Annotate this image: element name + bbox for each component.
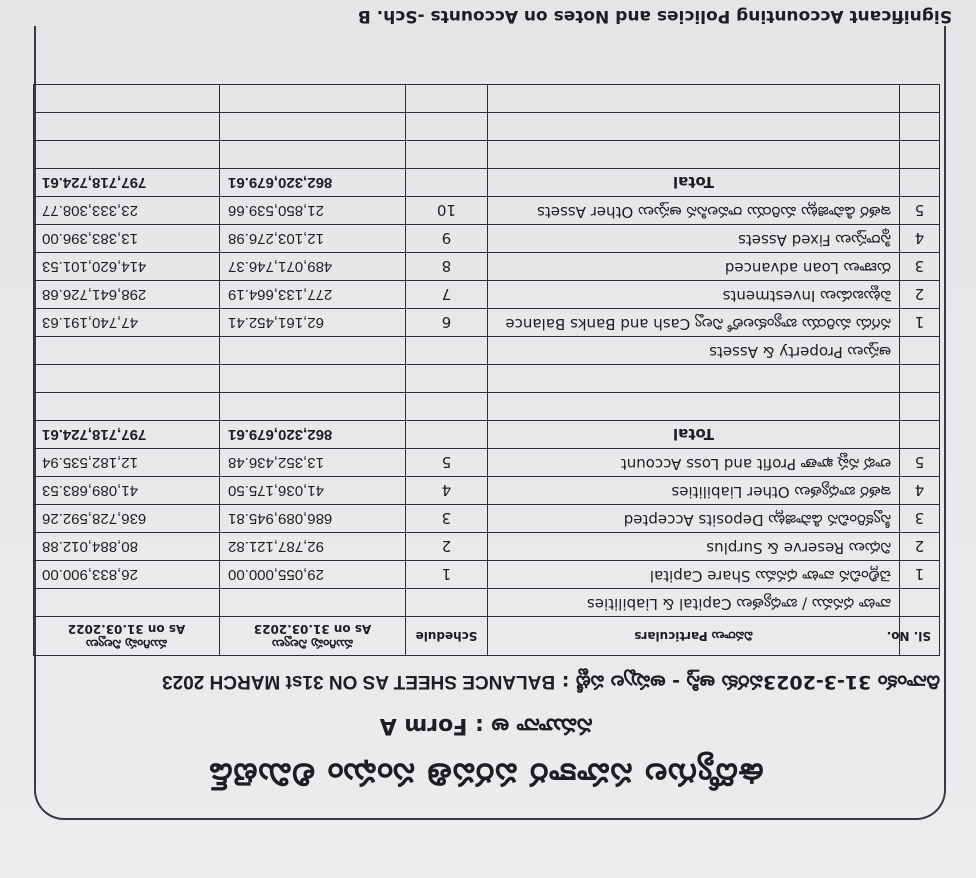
- row-schedule: 9: [406, 225, 488, 253]
- blank-row: [34, 393, 940, 421]
- row-value-2022: 414,620,101.53: [34, 253, 220, 281]
- row-sl: 2: [900, 281, 940, 309]
- row-value-2023: 41,036,175.50: [220, 477, 406, 505]
- header-2023-te: ముగింపు నిల్వలు: [271, 637, 354, 651]
- total-row: [34, 421, 940, 449]
- table-row: [34, 281, 940, 309]
- row-sl: 5: [900, 449, 940, 477]
- liabilities-heading: వాటా ధనము / బాధ్యతలు Capital & Liabilities: [488, 589, 900, 617]
- row-schedule: 4: [406, 477, 488, 505]
- blank-row: [34, 141, 940, 169]
- blank-row: [34, 85, 940, 113]
- assets-heading: ఆస్తులు Property & Assets: [488, 337, 900, 365]
- row-schedule: 10: [406, 197, 488, 225]
- balance-sheet-heading: [20, 666, 940, 693]
- header-sl: Sl. No.: [900, 617, 940, 656]
- row-particulars: స్థిరాస్తులు Fixed Assets: [488, 225, 900, 253]
- header-2023: [220, 617, 406, 656]
- header-particulars: వివరాలు Particulars: [488, 617, 900, 656]
- balance-sheet-heading-en: BALANCE SHEET AS ON 31st MARCH 2023: [162, 671, 556, 692]
- row-schedule: 6: [406, 309, 488, 337]
- row-sl: 3: [900, 253, 940, 281]
- row-schedule: 2: [406, 533, 488, 561]
- row-sl: 4: [900, 477, 940, 505]
- row-particulars: నిధులు Reserve & Surplus: [488, 533, 900, 561]
- row-value-2023: 21,850,539.66: [220, 197, 406, 225]
- table-row: [34, 505, 940, 533]
- total-label: Total: [488, 169, 900, 197]
- header-2022: [34, 617, 220, 656]
- row-particulars: లాభ నష్ట ఖాతా Profit and Loss Account: [488, 449, 900, 477]
- header-schedule: Schedule: [406, 617, 488, 656]
- row-particulars: స్వీకరించిన డిపాజిట్లు Deposits Accepted: [488, 505, 900, 533]
- balance-sheet-heading-te: దినాంకం 31-3-2023వరకు ఆస్తి - అప్పుల పట్టీ :: [561, 671, 940, 693]
- row-particulars: రుణాలు Loan advanced: [488, 253, 900, 281]
- row-value-2023: 489,071,746.37: [220, 253, 406, 281]
- row-value-2022: 13,383,396.00: [34, 225, 220, 253]
- row-schedule: 1: [406, 561, 488, 589]
- table-row: [34, 449, 940, 477]
- row-particulars: ఇతర డిపాజిట్లు మరియు రావలసిన ఆస్తులు Other Assets: [488, 197, 900, 225]
- table-row: [34, 253, 940, 281]
- row-value-2023: 277,133,664.19: [220, 281, 406, 309]
- table-row: [34, 561, 940, 589]
- row-value-2023: 686,089,945.81: [220, 505, 406, 533]
- total-row: [34, 169, 940, 197]
- assets-total-2023: 862,320,679.61: [220, 169, 406, 197]
- document-title: ఉద్యోగుల సహకార పరపతి సంఘం లిమిటెడ్: [208, 756, 764, 792]
- table-row: [34, 309, 940, 337]
- row-sl: 1: [900, 561, 940, 589]
- row-sl: 3: [900, 505, 940, 533]
- row-sl: 5: [900, 197, 940, 225]
- balance-sheet-table: [33, 84, 940, 656]
- row-value-2022: 23,333,308.77: [34, 197, 220, 225]
- assets-total-2022: 797,718,724.61: [34, 169, 220, 197]
- row-sl: 2: [900, 533, 940, 561]
- row-value-2022: 636,728,592.26: [34, 505, 220, 533]
- table-row: [34, 225, 940, 253]
- row-particulars: చెల్లించిన వాటా ధనము Share Capital: [488, 561, 900, 589]
- row-schedule: 7: [406, 281, 488, 309]
- row-schedule: 3: [406, 505, 488, 533]
- section-heading-row: [34, 589, 940, 617]
- table-row: [34, 197, 940, 225]
- section-heading-row: [34, 337, 940, 365]
- row-value-2022: 47,740,191.63: [34, 309, 220, 337]
- header-2023-en: As on 31.03.2023: [253, 622, 372, 636]
- row-value-2022: 80,884,012.88: [34, 533, 220, 561]
- table-row: [34, 477, 940, 505]
- table-row: [34, 533, 940, 561]
- row-sl: 1: [900, 309, 940, 337]
- header-2022-en: As on 31.03.2022: [67, 622, 186, 636]
- footer-note: Significant Accounting Policies and Notes on Accounts -Sch. B: [357, 6, 952, 26]
- liabilities-total-2023: 862,320,679.61: [220, 421, 406, 449]
- row-value-2023: 12,103,276.98: [220, 225, 406, 253]
- row-value-2023: 13,352,436.48: [220, 449, 406, 477]
- row-value-2023: 92,787,121.82: [220, 533, 406, 561]
- row-sl: 4: [900, 225, 940, 253]
- row-value-2022: 12,182,535.94: [34, 449, 220, 477]
- row-value-2022: 298,641,726.68: [34, 281, 220, 309]
- total-label: Total: [488, 421, 900, 449]
- blank-row: [34, 113, 940, 141]
- row-particulars: నగదు మరియు బ్యాంకులలో నిల్వ Cash and Banks Balance: [488, 309, 900, 337]
- row-value-2022: 41,089,683.53: [34, 477, 220, 505]
- liabilities-total-2022: 797,718,724.61: [34, 421, 220, 449]
- row-value-2023: 62,161,452.41: [220, 309, 406, 337]
- row-schedule: 8: [406, 253, 488, 281]
- table-header-row: [34, 617, 940, 656]
- header-2022-te: ముగింపు నిల్వలు: [85, 637, 168, 651]
- row-value-2022: 26,833,900.00: [34, 561, 220, 589]
- row-particulars: ఇతర బాధ్యతలు Other Liabilities: [488, 477, 900, 505]
- row-particulars: పెట్టుబడులు Investments: [488, 281, 900, 309]
- row-value-2023: 29,055,000.00: [220, 561, 406, 589]
- blank-row: [34, 365, 940, 393]
- form-label: నమూనా అ : Form A: [379, 713, 593, 738]
- row-schedule: 5: [406, 449, 488, 477]
